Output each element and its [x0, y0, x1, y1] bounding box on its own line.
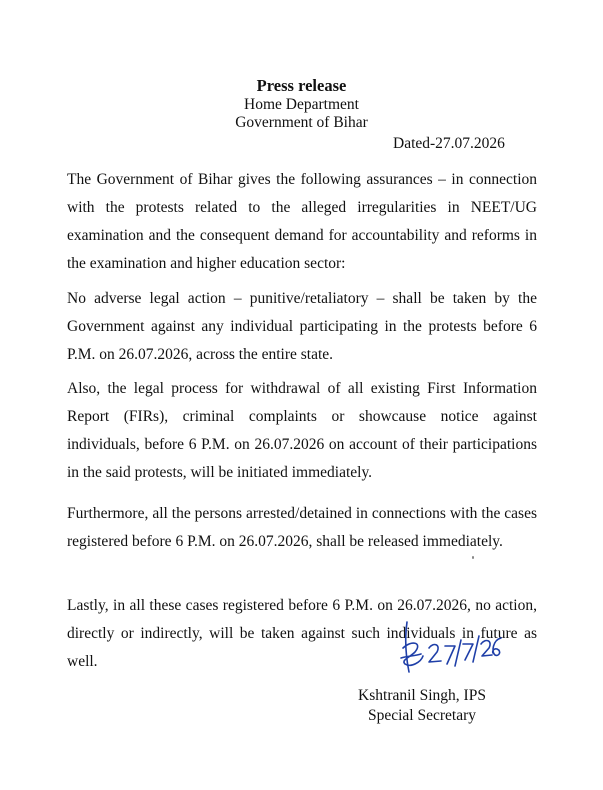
document-header — [0, 75, 603, 132]
government-name: Government of Bihar — [235, 114, 368, 131]
paragraph-no-future-action: Lastly, in all these cases registered before 6 P.M. on 26.07.2026, no action, directly or indirectly, will be taken against such individuals in future as well. — [67, 597, 537, 670]
signatory-name: Kshtranil Singh, IPS — [358, 687, 486, 704]
department-name: Home Department — [244, 96, 359, 113]
signatory-designation: Special Secretary — [367, 707, 476, 724]
document-date: Dated-27.07.2026 — [393, 135, 505, 152]
paragraph-assurances-intro: The Government of Bihar gives the following assurances – in connection with the protests related to the alleged irregularities in NEET/UG examination and the consequent demand for accountability and reforms in the examination and higher education sector: — [67, 171, 537, 272]
scan-speck — [472, 556, 474, 559]
handwritten-signature — [393, 618, 503, 678]
document-title: Press release — [256, 76, 347, 95]
signature-block — [352, 686, 492, 726]
paragraph-no-legal-action: No adverse legal action – punitive/retaliatory – shall be taken by the Government against any individual participating in the protests before 6 P.M. on 26.07.2026, across the entire state. — [67, 290, 537, 363]
paragraph-fir-withdrawal: Also, the legal process for withdrawal of all existing First Information Report (FIRs), criminal complaints or showcause notice against individuals, before 6 P.M. on 26.07.2026 on account of their participations in the said protests, will be initiated immediately. — [67, 380, 537, 481]
paragraph-release-detained: Furthermore, all the persons arrested/detained in connections with the cases registered before 6 P.M. on 26.07.2026, shall be released immediately. — [67, 505, 537, 550]
